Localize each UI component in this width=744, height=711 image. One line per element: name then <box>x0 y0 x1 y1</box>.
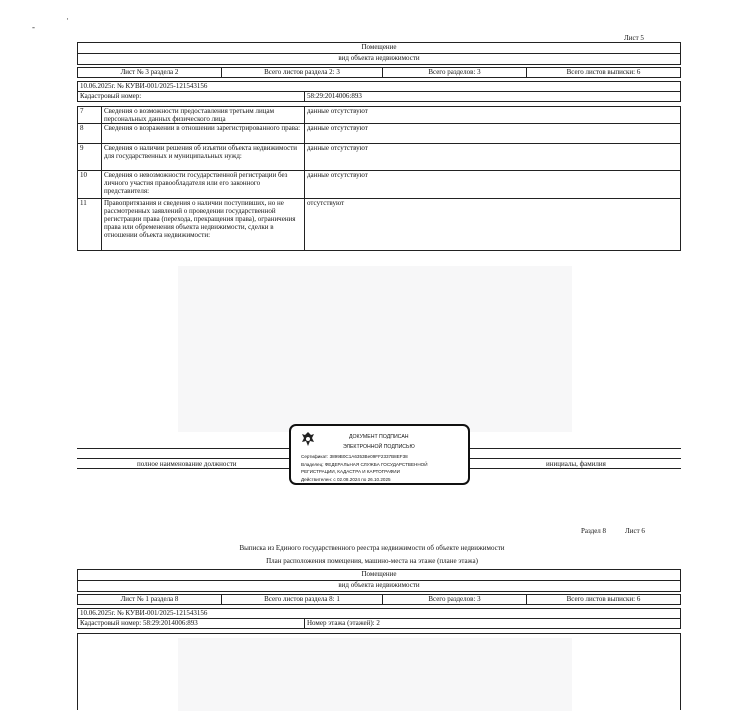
stamp-title-line2: ЭЛЕКТРОННОЙ ПОДПИСЬЮ <box>343 444 415 450</box>
row-number: 7 <box>77 106 102 124</box>
electronic-signature-stamp <box>289 424 470 485</box>
doc-reference-bottom: 10.06.2025г. № КУВИ-001/2025-121543156 <box>77 608 681 619</box>
stamp-owner: Владелец: ФЕДЕРАЛЬНАЯ СЛУЖБА ГОСУДАРСТВЕННОЙ <box>301 462 428 467</box>
emblem-icon <box>299 430 317 448</box>
row-number: 10 <box>77 170 102 199</box>
stamp-validity: Действителен: с 02.08.2024 по 26.10.2025 <box>301 477 391 482</box>
signature-position-label: полное наименование должности <box>137 460 237 468</box>
row-label: Правопритязания и сведения о наличии поступивших, но не рассмотренных заявлений о проведении государственной регистрации права (перехода, прекращения права), ограничения права или обременения объекта недвижимости, сделки в отношении объекта недвижимости: <box>101 198 305 251</box>
sheet-of-section-top: Лист № 3 раздела 2 <box>77 67 222 78</box>
doc-reference-top: 10.06.2025г. № КУВИ-001/2025-121543156 <box>77 81 681 92</box>
total-sections-top: Всего разделов: 3 <box>382 67 527 78</box>
object-subtitle-bottom: вид объекта недвижимости <box>77 580 681 592</box>
row-label: Сведения о возражении в отношении зарегистрированного права: <box>101 123 305 144</box>
total-sections-bottom: Всего разделов: 3 <box>382 594 527 605</box>
cadastral-label-top: Кадастровый номер: <box>77 91 305 102</box>
stamp-title-line1: ДОКУМЕНТ ПОДПИСАН <box>349 434 409 440</box>
row-number: 8 <box>77 123 102 144</box>
sheet-number-bottom: Лист 6 <box>625 527 645 535</box>
row-label: Сведения о возможности предоставления третьим лицам персональных данных физического лица <box>101 106 305 124</box>
signature-name-label: инициалы, фамилия <box>546 460 606 468</box>
stamp-certificate: Сертификат: 3899B0C1A6353Be09FF2337B8EF38 <box>301 454 408 459</box>
total-sheets-extract-bottom: Всего листов выписки: 6 <box>526 594 681 605</box>
object-title-bottom: Помещение <box>77 569 681 581</box>
row-value: данные отсутствуют <box>304 123 681 144</box>
stamp-owner-continued: РЕГИСТРАЦИИ, КАДАСТРА И КАРТОГРАФИИ <box>301 469 400 474</box>
row-value: данные отсутствуют <box>304 106 681 124</box>
row-value: данные отсутствуют <box>304 170 681 199</box>
sheet-number-top: Лист 5 <box>624 34 644 42</box>
total-sheets-extract-top: Всего листов выписки: 6 <box>526 67 681 78</box>
scan-mark: - <box>32 22 35 32</box>
row-number: 9 <box>77 143 102 171</box>
extract-heading: Выписка из Единого государственного реестра недвижимости об объекте недвижимости <box>239 544 505 552</box>
section-number-bottom: Раздел 8 <box>581 527 607 535</box>
object-subtitle-top: вид объекта недвижимости <box>77 53 681 65</box>
sheet-of-section-bottom: Лист № 1 раздела 8 <box>77 594 222 605</box>
floor-plan-area <box>77 633 681 710</box>
scan-mark: · <box>66 14 69 24</box>
object-title-top: Помещение <box>77 42 681 54</box>
total-sheets-section-bottom: Всего листов раздела 8: 1 <box>221 594 383 605</box>
row-number: 11 <box>77 198 102 251</box>
cadastral-value-top: 58:29:2014006:893 <box>304 91 681 102</box>
row-value: отсутствуют <box>304 198 681 251</box>
row-label: Сведения о наличии решения об изъятии объекта недвижимости для государственных и муниципальных нужд: <box>101 143 305 171</box>
row-value: данные отсутствуют <box>304 143 681 171</box>
floor-number-bottom: Номер этажа (этажей): 2 <box>304 618 681 629</box>
cadastral-number-bottom: Кадастровый номер: 58:29:2014006:893 <box>77 618 305 629</box>
row-label: Сведения о невозможности государственной регистрации без личного участия правообладателя или его законного представителя: <box>101 170 305 199</box>
extract-subheading: План расположения помещения, машино-места на этаже (плане этажа) <box>266 557 478 565</box>
total-sheets-section-top: Всего листов раздела 2: 3 <box>221 67 383 78</box>
scan-background-ghost <box>178 266 572 432</box>
scan-background-ghost <box>178 638 572 711</box>
